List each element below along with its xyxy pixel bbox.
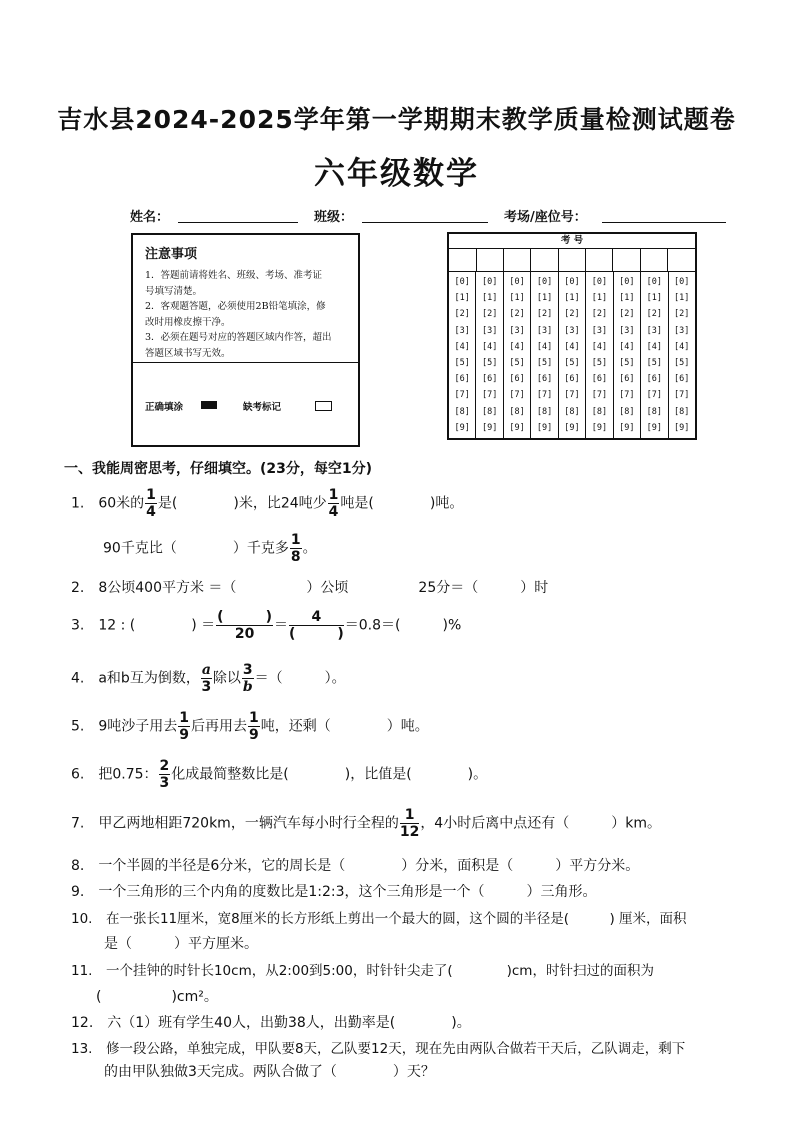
digit-bubble[interactable]: [6] xyxy=(674,374,690,385)
digit-bubble[interactable]: [6] xyxy=(591,374,608,385)
seat-label: 考场/座位号： xyxy=(504,210,587,225)
fraction: $\frac{3}{b}$ xyxy=(242,662,253,695)
digit-bubble[interactable]: [2] xyxy=(536,309,553,320)
digit-bubble[interactable]: [1] xyxy=(646,293,662,304)
digit-bubble[interactable]: [6] xyxy=(564,374,580,385)
notice-box xyxy=(131,233,360,447)
digit-bubble[interactable]: [6] xyxy=(509,374,525,385)
digit-bubble[interactable]: [3] xyxy=(591,325,608,336)
digit-bubble[interactable]: [3] xyxy=(509,325,525,336)
name-field[interactable] xyxy=(178,222,298,223)
question-13b: 的由甲队独做3天完成。两队合做了（ ）天？ xyxy=(104,1064,435,1080)
digit-bubble[interactable]: [8] xyxy=(454,406,470,417)
digit-bubble[interactable]: [4] xyxy=(646,341,662,352)
digit-bubble[interactable]: [5] xyxy=(481,358,498,369)
digit-bubble[interactable]: [1] xyxy=(564,293,580,304)
digit-bubble[interactable]: [5] xyxy=(509,358,525,369)
fraction: $\frac{4}{( )}$ xyxy=(288,609,344,642)
digit-bubble[interactable]: [9] xyxy=(619,422,635,433)
exam-id-column[interactable] xyxy=(449,272,476,438)
question-7: 7. 甲乙两地相距720km，一辆汽车每小时行全程的 $\frac{1}{12}$ ，4小时后离中点还有（ ）km。 xyxy=(71,807,661,840)
digit-bubble[interactable]: [3] xyxy=(564,325,580,336)
digit-bubble[interactable]: [0] xyxy=(481,277,498,287)
digit-bubble[interactable]: [9] xyxy=(454,422,470,433)
digit-bubble[interactable]: [5] xyxy=(564,358,580,369)
digit-bubble[interactable]: [6] xyxy=(619,374,635,385)
digit-bubble[interactable]: [9] xyxy=(674,422,690,433)
correct-fill-label: 正确填涂 xyxy=(145,402,184,413)
digit-bubble[interactable]: [6] xyxy=(646,374,662,385)
question-13: 13. 修一段公路，单独完成，甲队要8天，乙队要12天，现在先由两队合做若干天后，乙队调走，剩下 xyxy=(71,1041,686,1057)
digit-bubble[interactable]: [0] xyxy=(646,277,662,287)
notice-line: 2．客观题答题，必须使用2B铅笔填涂，修 xyxy=(145,301,326,312)
digit-bubble[interactable]: [7] xyxy=(481,390,498,401)
question-5: 5. 9吨沙子用去 $\frac{1}{9}$ 后再用去 $\frac{1}{9}$ 吨，还剩（ ）吨。 xyxy=(71,710,429,743)
digit-bubble[interactable]: [7] xyxy=(564,390,580,401)
notice-heading: 注意事项 xyxy=(145,247,198,262)
question-10: 10. 在一张长11厘米，宽8厘米的长方形纸上剪出一个最大的圆，这个圆的半径是( ) 厘米，面积 xyxy=(71,911,687,927)
digit-bubble[interactable]: [1] xyxy=(536,293,553,304)
digit-bubble[interactable]: [4] xyxy=(481,341,498,352)
digit-bubble[interactable]: [9] xyxy=(536,422,553,433)
exam-id-column[interactable] xyxy=(669,272,695,438)
question-4: 4. a和b互为倒数， $\frac{a}{3}$ 除以 $\frac{3}{b}$ ＝（ ）。 xyxy=(71,662,346,695)
digit-bubble[interactable]: [4] xyxy=(674,341,690,352)
exam-id-column[interactable] xyxy=(614,272,641,438)
digit-bubble[interactable]: [7] xyxy=(509,390,525,401)
digit-bubble[interactable]: [0] xyxy=(619,277,635,287)
digit-bubble[interactable]: [8] xyxy=(591,406,608,417)
digit-bubble[interactable]: [1] xyxy=(481,293,498,304)
question-11b: ( )cm²。 xyxy=(96,989,218,1005)
notice-line: 改时用橡皮擦干净。 xyxy=(145,316,231,328)
digit-bubble[interactable]: [4] xyxy=(619,341,635,352)
digit-bubble[interactable]: [9] xyxy=(509,422,525,433)
seat-field[interactable] xyxy=(602,222,726,223)
digit-bubble[interactable]: [1] xyxy=(454,293,470,304)
class-label: 班级： xyxy=(314,210,354,225)
digit-bubble[interactable]: [8] xyxy=(509,406,525,417)
digit-bubble[interactable]: [1] xyxy=(509,293,525,304)
question-8: 8. 一个半圆的半径是6分米，它的周长是（ ）分米，面积是（ ）平方分米。 xyxy=(71,858,640,874)
digit-bubble[interactable]: [8] xyxy=(564,406,580,417)
exam-subtitle: 六年级数学 xyxy=(314,156,479,192)
digit-bubble[interactable]: [3] xyxy=(674,325,690,336)
digit-bubble[interactable]: [0] xyxy=(674,277,690,287)
exam-id-label: 考 号 xyxy=(449,234,695,249)
digit-bubble[interactable]: [8] xyxy=(619,406,635,417)
digit-bubble[interactable]: [4] xyxy=(454,341,470,352)
digit-bubble[interactable]: [0] xyxy=(454,277,470,287)
digit-bubble[interactable]: [4] xyxy=(536,341,553,352)
digit-bubble[interactable]: [4] xyxy=(509,341,525,352)
digit-bubble[interactable]: [3] xyxy=(481,325,498,336)
digit-bubble[interactable]: [0] xyxy=(564,277,580,287)
question-1: 1. 60米的 $\frac{1}{4}$ 是( )米，比24吨少 $\frac{1}{4}$ 吨是( )吨。 xyxy=(71,487,464,520)
digit-bubble[interactable]: [2] xyxy=(564,309,580,320)
digit-bubble[interactable]: [9] xyxy=(646,422,662,433)
question-12: 12. 六（1）班有学生40人，出勤38人，出勤率是( )。 xyxy=(71,1015,471,1031)
digit-bubble[interactable]: [8] xyxy=(536,406,553,417)
digit-bubble[interactable]: [1] xyxy=(591,293,608,304)
exam-id-bubbles[interactable] xyxy=(449,272,695,438)
digit-bubble[interactable]: [5] xyxy=(536,358,553,369)
digit-bubble[interactable]: [2] xyxy=(619,309,635,320)
question-6: 6. 把0.75： $\frac{2}{3}$ 化成最简整数比是( )，比值是( )。 xyxy=(71,758,488,791)
digit-bubble[interactable]: [8] xyxy=(646,406,662,417)
digit-bubble[interactable]: [2] xyxy=(591,309,608,320)
digit-bubble[interactable]: [7] xyxy=(646,390,662,401)
question-11: 11. 一个挂钟的时针长10cm，从2:00到5:00，时针针尖走了( )cm，时针扫过的面积为 xyxy=(71,963,654,979)
digit-bubble[interactable]: [4] xyxy=(591,341,608,352)
digit-bubble[interactable]: [7] xyxy=(454,390,470,401)
digit-bubble[interactable]: [5] xyxy=(591,358,608,369)
notice-line: 号填写清楚。 xyxy=(145,285,203,297)
digit-bubble[interactable]: [5] xyxy=(674,358,690,369)
exam-id-write-row[interactable] xyxy=(449,249,695,272)
fraction: $\frac{1}{4}$ xyxy=(146,487,156,520)
notice-line: 答题区域书写无效。 xyxy=(145,347,231,359)
digit-bubble[interactable]: [0] xyxy=(509,277,525,287)
notice-line: 1．答题前请将姓名、班级、考场、准考证 xyxy=(145,270,323,281)
digit-bubble[interactable]: [9] xyxy=(564,422,580,433)
section-heading: 一、我能周密思考，仔细填空。(23分，每空1分) xyxy=(64,461,373,477)
digit-bubble[interactable]: [8] xyxy=(481,406,498,417)
fraction: $\frac{2}{3}$ xyxy=(159,758,170,791)
exam-id-column[interactable] xyxy=(641,272,668,438)
exam-id-grid xyxy=(447,232,697,440)
digit-bubble[interactable]: [3] xyxy=(619,325,635,336)
fraction: $\frac{1}{4}$ xyxy=(328,487,339,520)
digit-bubble[interactable]: [3] xyxy=(646,325,662,336)
digit-bubble[interactable]: [7] xyxy=(619,390,635,401)
absent-mark-box[interactable] xyxy=(315,401,332,411)
question-1b: 90千克比（ ）千克多 $\frac{1}{8}$ 。 xyxy=(103,532,317,565)
digit-bubble[interactable]: [2] xyxy=(674,309,690,320)
digit-bubble[interactable]: [9] xyxy=(481,422,498,433)
class-field[interactable] xyxy=(362,222,488,223)
fraction: $\frac{a}{3}$ xyxy=(201,662,212,695)
digit-bubble[interactable]: [5] xyxy=(454,358,470,369)
digit-bubble[interactable]: [2] xyxy=(454,309,470,320)
digit-bubble[interactable]: [5] xyxy=(619,358,635,369)
exam-title: 吉水县2024-2025学年第一学期期末教学质量检测试题卷 xyxy=(57,105,736,134)
question-10b: 是（ ）平方厘米。 xyxy=(104,936,258,952)
exam-id-column[interactable] xyxy=(476,272,503,438)
digit-bubble[interactable]: [3] xyxy=(454,325,470,336)
question-9: 9. 一个三角形的三个内角的度数比是1:2:3，这个三角形是一个（ ）三角形。 xyxy=(71,884,597,900)
digit-bubble[interactable]: [6] xyxy=(481,374,498,385)
digit-bubble[interactable]: [6] xyxy=(536,374,553,385)
digit-bubble[interactable]: [9] xyxy=(591,422,608,433)
digit-bubble[interactable]: [7] xyxy=(591,390,608,401)
fraction: $\frac{( )}{20}$ xyxy=(217,609,272,642)
digit-bubble[interactable]: [2] xyxy=(509,309,525,320)
digit-bubble[interactable]: [5] xyxy=(646,358,662,369)
filled-mark-sample xyxy=(201,401,217,409)
digit-bubble[interactable]: [4] xyxy=(564,341,580,352)
fraction: $\frac{1}{12}$ xyxy=(399,807,420,840)
question-3: 3. 12 : ( ) ＝ $\frac{( )}{20}$ ＝ $\frac{4}{( )}$ ＝0.8＝( )% xyxy=(71,609,462,642)
digit-bubble[interactable]: [0] xyxy=(591,277,608,287)
digit-bubble[interactable]: [1] xyxy=(674,293,690,304)
exam-id-column[interactable] xyxy=(531,272,558,438)
digit-bubble[interactable]: [0] xyxy=(536,277,553,287)
absent-label: 缺考标记 xyxy=(243,402,282,413)
digit-bubble[interactable]: [3] xyxy=(536,325,553,336)
notice-line: 3．必须在题号对应的答题区域内作答，超出 xyxy=(145,332,332,343)
question-2: 2. 8公顷400平方米 ＝（ ）公顷 25分＝（ ）时 xyxy=(71,580,549,596)
digit-bubble[interactable]: [7] xyxy=(674,390,690,401)
fraction: $\frac{1}{8}$ xyxy=(290,532,301,565)
digit-bubble[interactable]: [7] xyxy=(536,390,553,401)
digit-bubble[interactable]: [6] xyxy=(454,374,470,385)
fraction: $\frac{1}{9}$ xyxy=(249,710,259,743)
exam-id-column[interactable] xyxy=(586,272,613,438)
digit-bubble[interactable]: [2] xyxy=(646,309,662,320)
name-label: 姓名： xyxy=(130,210,170,225)
digit-bubble[interactable]: [8] xyxy=(674,406,690,417)
fraction: $\frac{1}{9}$ xyxy=(179,710,190,743)
exam-id-column[interactable] xyxy=(559,272,586,438)
digit-bubble[interactable]: [1] xyxy=(619,293,635,304)
digit-bubble[interactable]: [2] xyxy=(481,309,498,320)
exam-id-column[interactable] xyxy=(504,272,531,438)
